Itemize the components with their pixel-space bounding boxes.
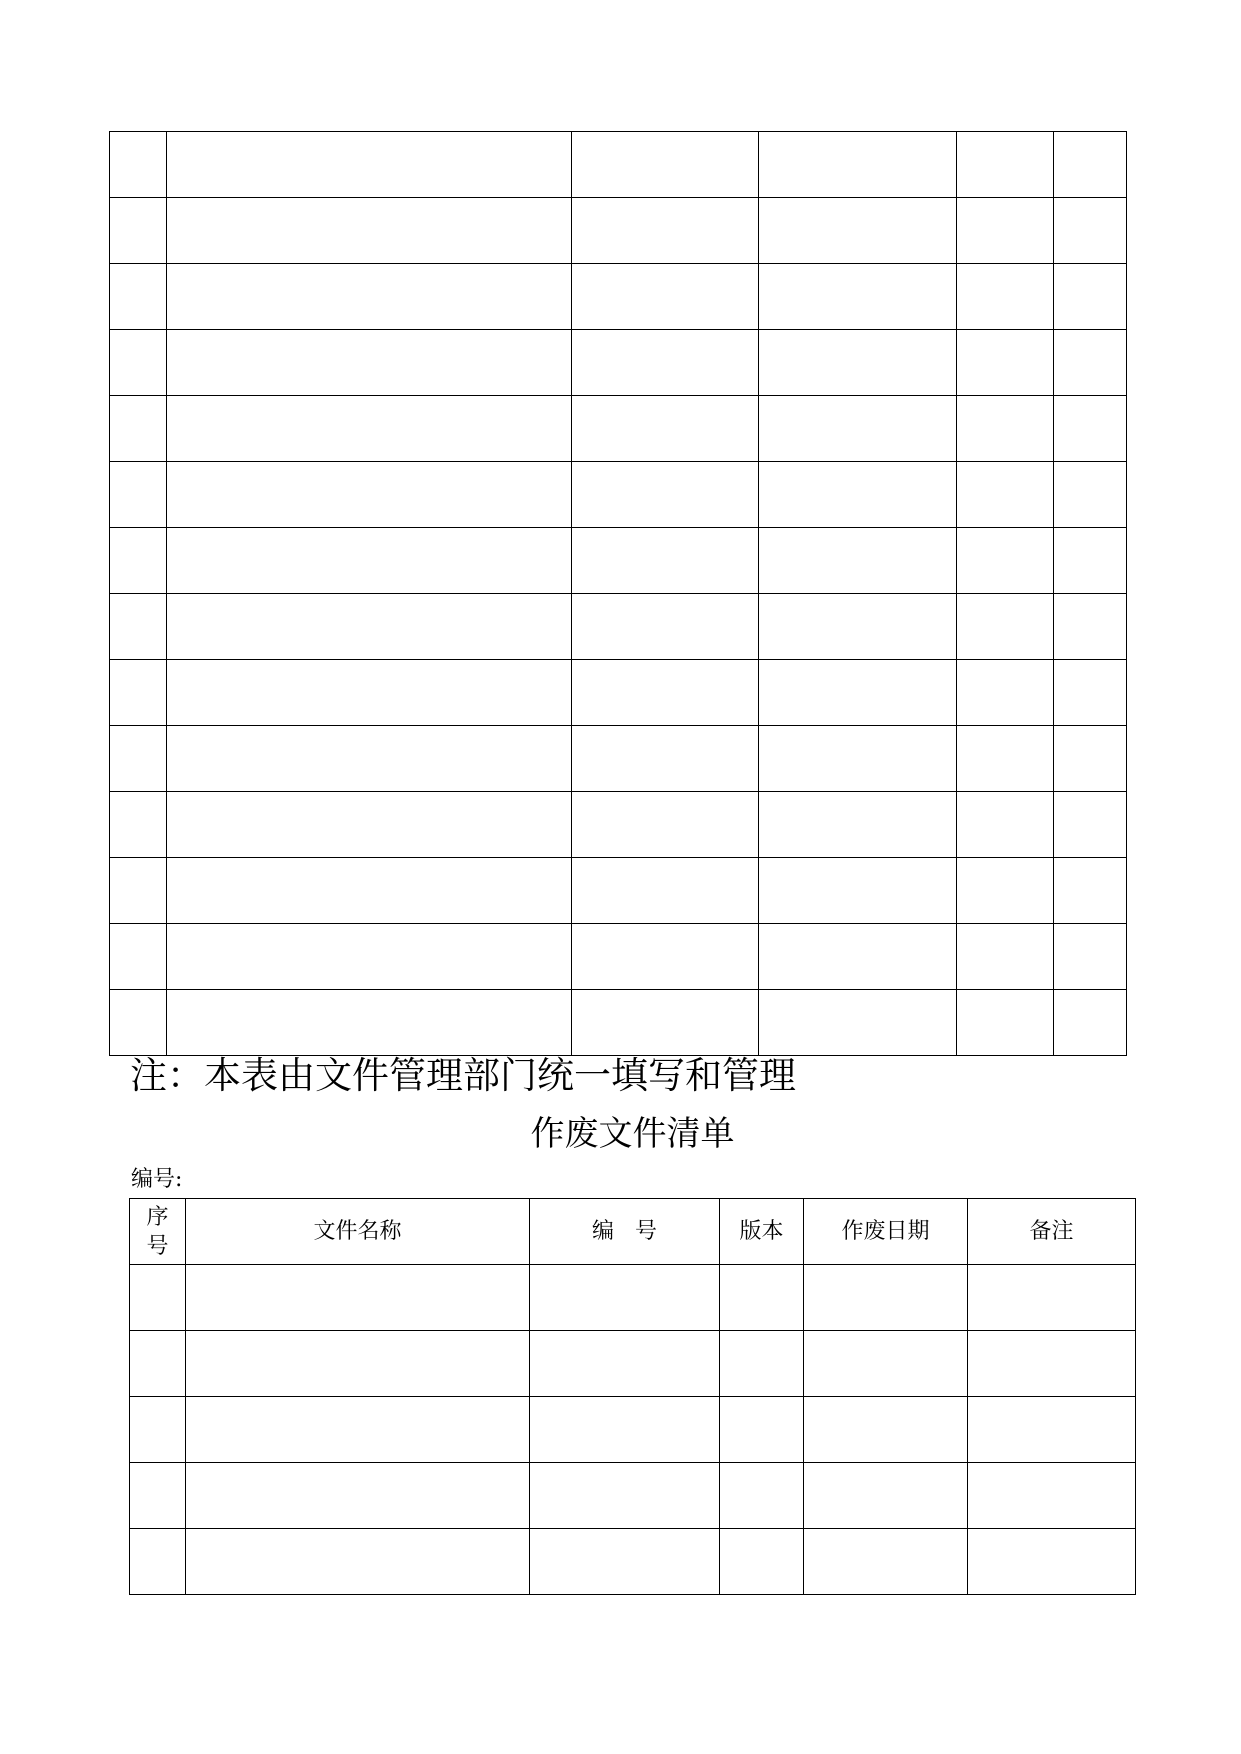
table-cell bbox=[110, 792, 167, 858]
table-row bbox=[110, 726, 1127, 792]
table-cell bbox=[968, 1529, 1136, 1595]
table-cell bbox=[530, 1397, 720, 1463]
document-number-label: 编号: bbox=[131, 1167, 183, 1192]
table-cell bbox=[957, 726, 1054, 792]
table-cell bbox=[110, 132, 167, 198]
table-header-row bbox=[130, 1199, 1136, 1265]
table-cell bbox=[759, 792, 957, 858]
table-cell bbox=[804, 1397, 968, 1463]
table-cell bbox=[957, 264, 1054, 330]
table-cell bbox=[1054, 594, 1127, 660]
table-cell bbox=[110, 198, 167, 264]
table-cell bbox=[957, 594, 1054, 660]
table-row bbox=[110, 132, 1127, 198]
table-cell bbox=[957, 792, 1054, 858]
table-cell bbox=[759, 330, 957, 396]
table-cell bbox=[110, 330, 167, 396]
table-cell bbox=[167, 858, 572, 924]
table-cell bbox=[572, 330, 759, 396]
table-cell bbox=[167, 198, 572, 264]
table-row bbox=[110, 462, 1127, 528]
table-cell bbox=[130, 1265, 186, 1331]
table-cell bbox=[1054, 858, 1127, 924]
table-cell bbox=[968, 1331, 1136, 1397]
table-cell bbox=[167, 330, 572, 396]
continued-table bbox=[109, 131, 1127, 1056]
table-cell bbox=[759, 198, 957, 264]
table-cell bbox=[759, 858, 957, 924]
table-cell bbox=[186, 1331, 530, 1397]
table-cell bbox=[186, 1463, 530, 1529]
table-row bbox=[110, 990, 1127, 1056]
table-cell bbox=[968, 1397, 1136, 1463]
table-cell bbox=[572, 594, 759, 660]
table-cell bbox=[759, 264, 957, 330]
table-cell bbox=[167, 990, 572, 1056]
continued-table-body bbox=[110, 132, 1127, 1056]
table-cell bbox=[110, 264, 167, 330]
table-cell bbox=[957, 858, 1054, 924]
table-cell bbox=[957, 924, 1054, 990]
table-cell bbox=[720, 1397, 804, 1463]
table-cell bbox=[1054, 264, 1127, 330]
table-row bbox=[130, 1529, 1136, 1595]
header-number-label: 编 号 bbox=[592, 1218, 657, 1244]
header-void-date: 作废日期 bbox=[804, 1199, 968, 1265]
table-cell bbox=[572, 264, 759, 330]
table-row bbox=[130, 1463, 1136, 1529]
table-cell bbox=[110, 726, 167, 792]
table-cell bbox=[167, 726, 572, 792]
table-cell bbox=[957, 198, 1054, 264]
table-row bbox=[110, 198, 1127, 264]
table-cell bbox=[957, 132, 1054, 198]
table-cell bbox=[720, 1463, 804, 1529]
table-cell bbox=[130, 1397, 186, 1463]
table-cell bbox=[572, 198, 759, 264]
table-cell bbox=[572, 924, 759, 990]
table-cell bbox=[572, 990, 759, 1056]
table-row bbox=[110, 396, 1127, 462]
table-row bbox=[110, 330, 1127, 396]
table-cell bbox=[572, 396, 759, 462]
table-cell bbox=[110, 990, 167, 1056]
table-cell bbox=[167, 660, 572, 726]
table-cell bbox=[1054, 990, 1127, 1056]
table-cell bbox=[759, 594, 957, 660]
table-cell bbox=[759, 726, 957, 792]
header-seq-line2: 号 bbox=[146, 1233, 169, 1259]
table-row bbox=[110, 792, 1127, 858]
table-cell bbox=[167, 528, 572, 594]
table-cell bbox=[110, 858, 167, 924]
table-cell bbox=[186, 1397, 530, 1463]
table-cell bbox=[1054, 132, 1127, 198]
table-cell bbox=[530, 1331, 720, 1397]
table-cell bbox=[1054, 198, 1127, 264]
table-cell bbox=[957, 528, 1054, 594]
table-cell bbox=[957, 990, 1054, 1056]
table-row bbox=[130, 1331, 1136, 1397]
table-cell bbox=[759, 132, 957, 198]
table-row bbox=[130, 1265, 1136, 1331]
table-cell bbox=[1054, 660, 1127, 726]
table-cell bbox=[572, 726, 759, 792]
table-cell bbox=[186, 1265, 530, 1331]
table-cell bbox=[804, 1265, 968, 1331]
table-cell bbox=[1054, 396, 1127, 462]
table-cell bbox=[110, 660, 167, 726]
table-cell bbox=[968, 1265, 1136, 1331]
table-cell bbox=[1054, 792, 1127, 858]
table-cell bbox=[110, 924, 167, 990]
table-cell bbox=[1054, 462, 1127, 528]
table-cell bbox=[572, 132, 759, 198]
table-cell bbox=[130, 1331, 186, 1397]
table-cell bbox=[167, 594, 572, 660]
table-cell bbox=[110, 528, 167, 594]
table-cell bbox=[167, 924, 572, 990]
page-title: 作废文件清单 bbox=[530, 1114, 735, 1154]
table-cell bbox=[759, 924, 957, 990]
table-cell bbox=[110, 462, 167, 528]
table-cell bbox=[720, 1529, 804, 1595]
table-cell bbox=[167, 792, 572, 858]
table-cell bbox=[572, 858, 759, 924]
header-seq-line1: 序 bbox=[146, 1204, 169, 1230]
table-row bbox=[110, 594, 1127, 660]
table-cell bbox=[572, 792, 759, 858]
table-cell bbox=[572, 462, 759, 528]
table-cell bbox=[957, 396, 1054, 462]
table-cell bbox=[804, 1463, 968, 1529]
table-cell bbox=[130, 1463, 186, 1529]
table-cell bbox=[759, 528, 957, 594]
table-cell bbox=[759, 660, 957, 726]
table-row bbox=[110, 528, 1127, 594]
table-cell bbox=[167, 462, 572, 528]
voided-documents-table bbox=[129, 1198, 1136, 1595]
table-cell bbox=[957, 330, 1054, 396]
table-cell bbox=[530, 1529, 720, 1595]
table-cell bbox=[957, 660, 1054, 726]
table-cell bbox=[1054, 924, 1127, 990]
header-seq bbox=[130, 1199, 186, 1265]
table-cell bbox=[804, 1331, 968, 1397]
table-row bbox=[130, 1397, 1136, 1463]
table-cell bbox=[572, 660, 759, 726]
header-version: 版本 bbox=[720, 1199, 804, 1265]
table-cell bbox=[720, 1331, 804, 1397]
table-cell bbox=[130, 1529, 186, 1595]
table-cell bbox=[1054, 528, 1127, 594]
table-cell bbox=[167, 264, 572, 330]
table-cell bbox=[186, 1529, 530, 1595]
table-cell bbox=[1054, 726, 1127, 792]
table-cell bbox=[759, 462, 957, 528]
header-file-name: 文件名称 bbox=[186, 1199, 530, 1265]
table-row bbox=[110, 660, 1127, 726]
table-cell bbox=[804, 1529, 968, 1595]
table-cell bbox=[957, 462, 1054, 528]
table-cell bbox=[530, 1463, 720, 1529]
table-cell bbox=[110, 594, 167, 660]
table-cell bbox=[167, 132, 572, 198]
table-note: 注：本表由文件管理部门统一填写和管理 bbox=[130, 1054, 796, 1097]
table-cell bbox=[110, 396, 167, 462]
table-cell bbox=[167, 396, 572, 462]
table-row bbox=[110, 264, 1127, 330]
table-cell bbox=[759, 990, 957, 1056]
table-cell bbox=[572, 528, 759, 594]
table-cell bbox=[968, 1463, 1136, 1529]
header-remarks: 备注 bbox=[968, 1199, 1136, 1265]
table-cell bbox=[1054, 330, 1127, 396]
table-row bbox=[110, 858, 1127, 924]
table-row bbox=[110, 924, 1127, 990]
table-cell bbox=[530, 1265, 720, 1331]
table-cell bbox=[759, 396, 957, 462]
table-cell bbox=[720, 1265, 804, 1331]
header-number bbox=[530, 1199, 720, 1265]
voided-documents-table-body bbox=[130, 1199, 1136, 1595]
